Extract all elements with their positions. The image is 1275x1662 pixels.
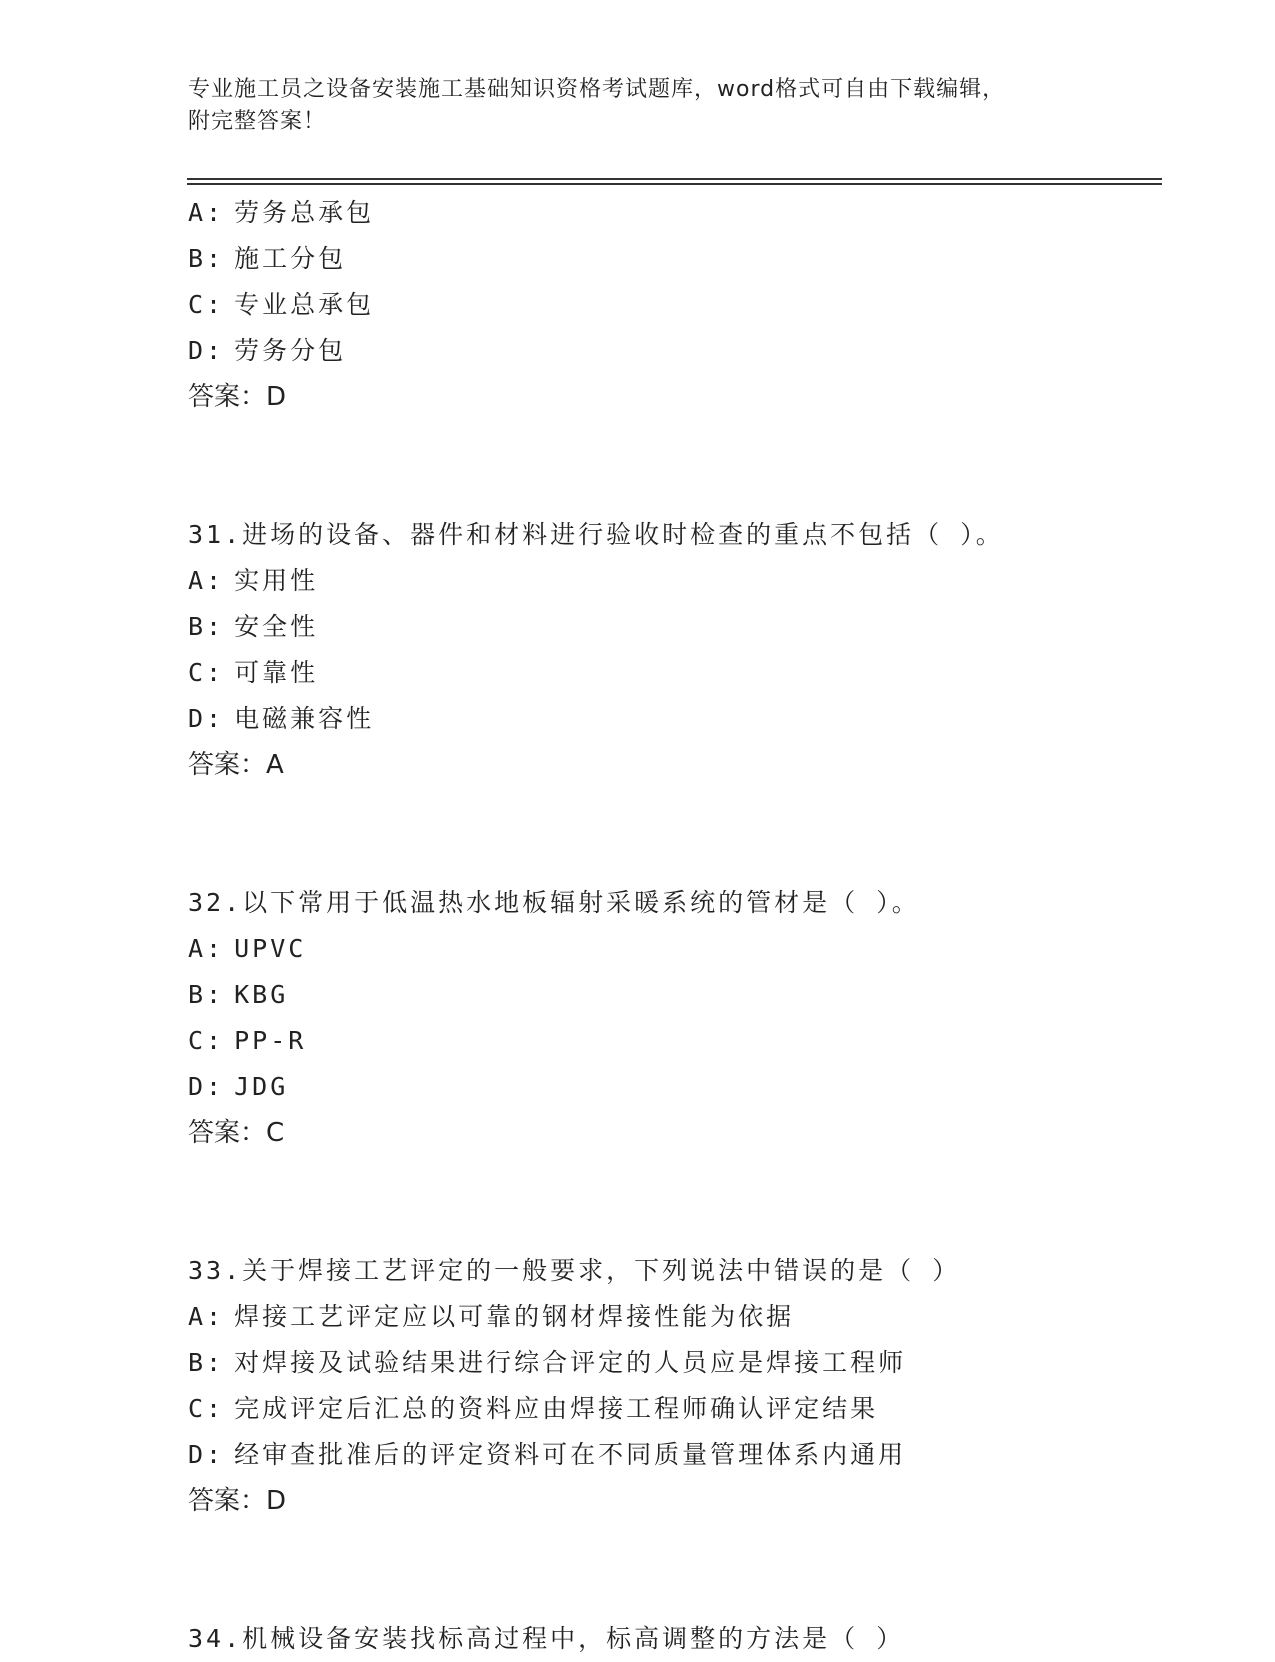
option-a: A: UPVC [188, 934, 307, 963]
question-block-33 [188, 1248, 1148, 1524]
question-text: 31.进场的设备、器件和材料进行验收时检查的重点不包括（ ）。 [188, 520, 1004, 549]
option-b: B: 安全性 [188, 612, 319, 641]
option-a: A: 劳务总承包 [188, 198, 375, 227]
answer-line: 答案：A [188, 750, 284, 780]
header-line-1: 专业施工员之设备安装施工基础知识资格考试题库，word格式可自由下载编辑， [188, 77, 1006, 102]
document-header [188, 74, 1088, 138]
option-b: B: 施工分包 [188, 244, 347, 273]
option-a: A: 实用性 [188, 566, 319, 595]
option-d: D: 劳务分包 [188, 336, 347, 365]
question-block-30 [188, 190, 1148, 420]
header-rule-top [187, 178, 1162, 180]
option-b: B: 对焊接及试验结果进行综合评定的人员应是焊接工程师 [188, 1348, 907, 1377]
option-d: D: 经审查批准后的评定资料可在不同质量管理体系内通用 [188, 1440, 907, 1469]
header-line-2: 附完整答案！ [188, 109, 327, 134]
answer-line: 答案：D [188, 1486, 287, 1516]
option-d: D: JDG [188, 1072, 289, 1101]
question-text: 32.以下常用于低温热水地板辐射采暖系统的管材是（ ）。 [188, 888, 920, 917]
question-block-31 [188, 512, 1148, 788]
option-a: A: 焊接工艺评定应以可靠的钢材焊接性能为依据 [188, 1302, 795, 1331]
question-text: 33.关于焊接工艺评定的一般要求，下列说法中错误的是（ ） [188, 1256, 961, 1285]
option-c: C: 专业总承包 [188, 290, 375, 319]
option-b: B: KBG [188, 980, 289, 1009]
option-d: D: 电磁兼容性 [188, 704, 375, 733]
question-text: 34.机械设备安装找标高过程中，标高调整的方法是（ ） [188, 1624, 905, 1653]
option-c: C: 可靠性 [188, 658, 319, 687]
option-c: C: PP-R [188, 1026, 307, 1055]
answer-line: 答案：C [188, 1118, 285, 1148]
question-list [188, 190, 1148, 1662]
answer-line: 答案：D [188, 382, 287, 412]
header-rule-bottom [187, 183, 1162, 185]
question-block-32 [188, 880, 1148, 1156]
question-block-34 [188, 1616, 1148, 1662]
option-c: C: 完成评定后汇总的资料应由焊接工程师确认评定结果 [188, 1394, 879, 1423]
